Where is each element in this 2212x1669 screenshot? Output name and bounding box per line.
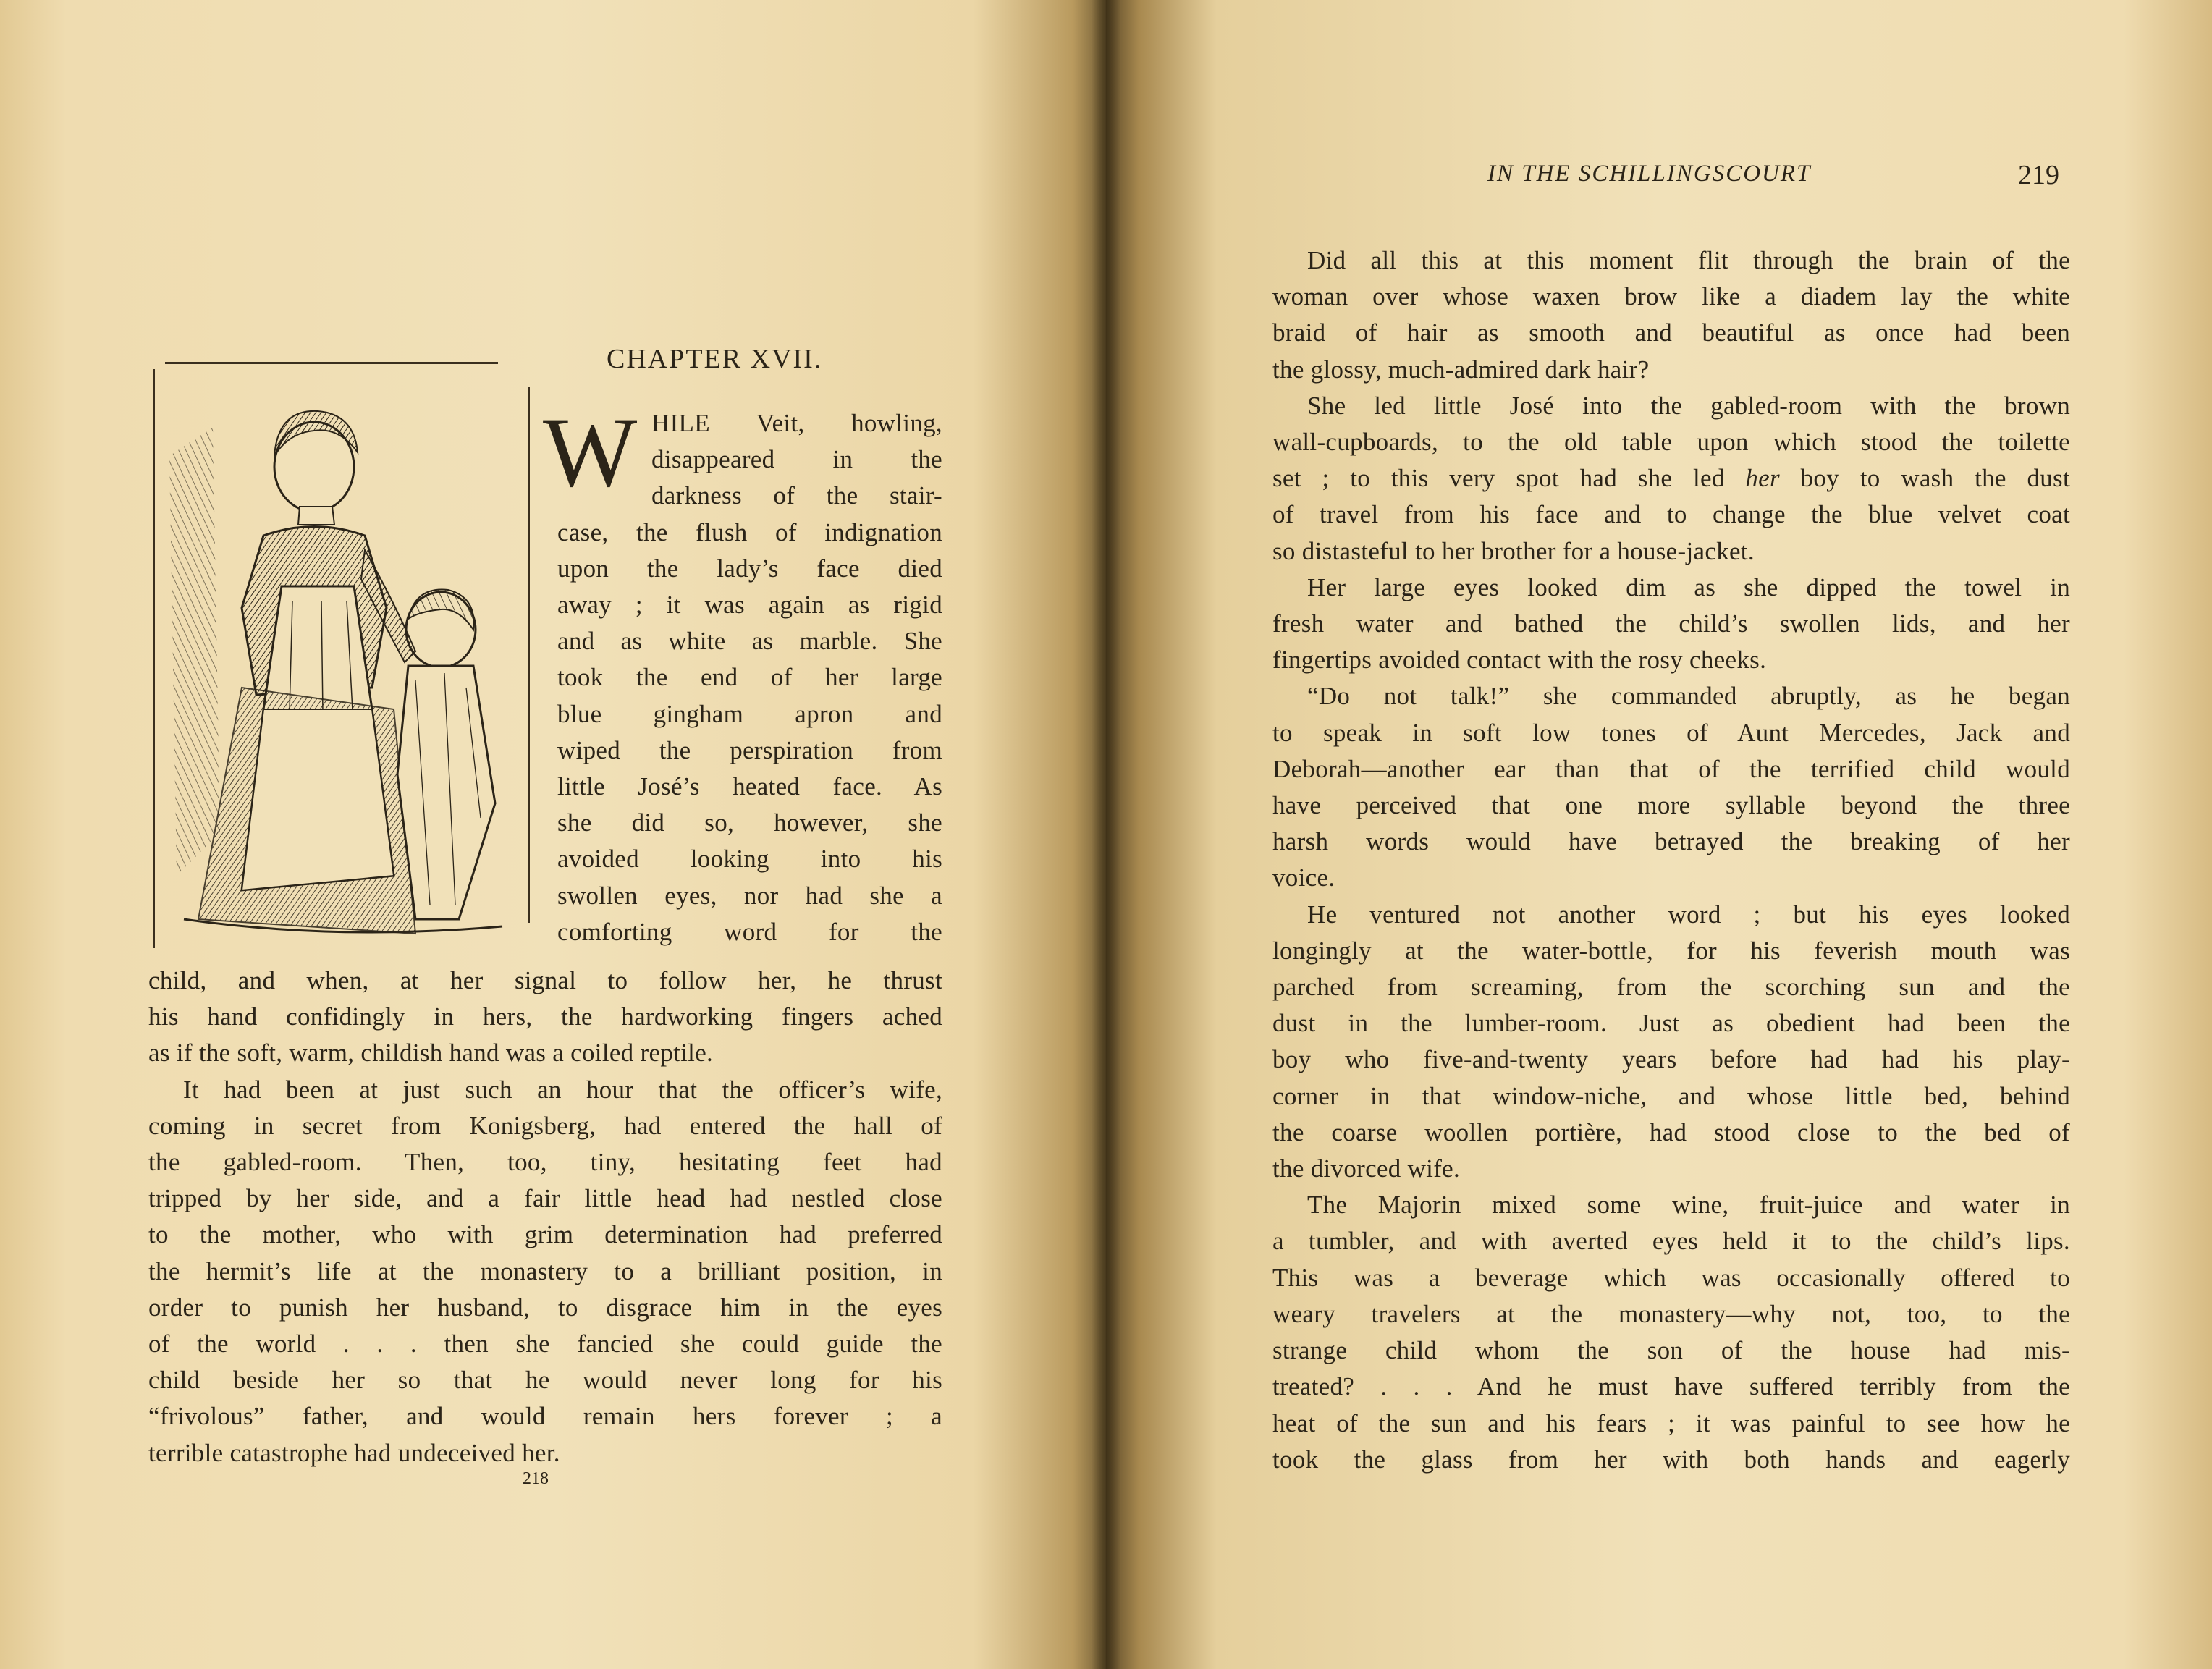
text-line: treated? . . . And he must have suffered terribly from the: [1272, 1372, 2070, 1401]
drop-cap: W: [543, 397, 638, 507]
text-line: voice.: [1272, 863, 1335, 892]
text-line: darkness of the stair-: [651, 481, 942, 510]
text-line: took the end of her large: [557, 663, 942, 692]
illustration-right-rule: [528, 387, 530, 923]
text-line: wiped the perspiration from: [557, 735, 942, 764]
text-line: child beside her so that he would never long for his: [148, 1366, 942, 1395]
text-line: boy who five-and-twenty years before had had his play-: [1272, 1045, 2070, 1074]
running-head: IN THE SCHILLINGSCOURT: [1487, 161, 1812, 187]
text-line: case, the flush of indignation: [557, 517, 942, 546]
right-body-text: [1272, 242, 2070, 1478]
left-wrapped-text: [557, 405, 942, 950]
chapter-title: CHAPTER XVII.: [607, 344, 823, 374]
page-number-left: 218: [523, 1469, 549, 1488]
text-line: weary travelers at the monastery—why not, too, to the: [1272, 1299, 2070, 1328]
emphasis-her: her: [1745, 464, 1780, 493]
text-line: avoided looking into his: [557, 845, 942, 874]
text-line: HILE Veit, howling,: [651, 409, 942, 437]
text-line: fingertips avoided contact with the rosy cheeks.: [1272, 646, 1767, 675]
text-line: Did all this at this moment flit through the brain of the: [1307, 246, 2070, 274]
text-line: corner in that window-niche, and whose little bed, behind: [1272, 1081, 2070, 1110]
text-line: parched from screaming, from the scorching sun and the: [1272, 973, 2070, 1002]
text-line: harsh words would have betrayed the breaking of her: [1272, 827, 2070, 856]
text-line: She led little José into the gabled-room with the brown: [1307, 391, 2070, 420]
text-line: terrible catastrophe had undeceived her.: [148, 1438, 560, 1467]
text-line: little José’s heated face. As: [557, 772, 942, 801]
left-body-text: [148, 963, 942, 1471]
text-line: of the world . . . then she fancied she could guide the: [148, 1330, 942, 1359]
text-line: It had been at just such an hour that the officer’s wife,: [183, 1075, 942, 1104]
text-line: order to punish her husband, to disgrace him in the eyes: [148, 1293, 942, 1322]
text-line: This was a beverage which was occasionally offered to: [1272, 1263, 2070, 1292]
engraving-image: [155, 369, 535, 948]
illustration-top-rule: [165, 362, 498, 364]
text-line: wall-cupboards, to the old table upon which stood the toilette: [1272, 428, 2070, 457]
text-line: woman over whose waxen brow like a diadem lay the white: [1272, 282, 2070, 311]
text-line: his hand confidingly in hers, the hardworking fingers ached: [148, 1002, 942, 1031]
text-line: a tumbler, and with averted eyes held it to the child’s lips.: [1272, 1227, 2070, 1256]
book-gutter: [1092, 0, 1120, 1669]
text-line: have perceived that one more syllable beyond the three: [1272, 791, 2070, 820]
text-line: to speak in soft low tones of Aunt Mercedes, Jack and: [1272, 718, 2070, 747]
text-line: coming in secret from Konigsberg, had entered the hall of: [148, 1111, 942, 1140]
text-line: blue gingham apron and: [557, 699, 942, 728]
text-line: swollen eyes, nor had she a: [557, 881, 942, 910]
text-line: and as white as marble. She: [557, 627, 942, 656]
text-line: fresh water and bathed the child’s swollen lids, and her: [1272, 609, 2070, 638]
text-line: child, and when, at her signal to follow her, he thrust: [148, 966, 942, 994]
text-line: the divorced wife.: [1272, 1154, 1461, 1183]
text-line: strange child whom the son of the house had mis-: [1272, 1336, 2070, 1365]
text-line: of travel from his face and to change the blue velvet coat: [1272, 500, 2070, 529]
text-line: [1272, 460, 2070, 497]
text-line: so distasteful to her brother for a house-jacket.: [1272, 536, 1755, 565]
text-line: the gabled-room. Then, too, tiny, hesitating feet had: [148, 1148, 942, 1177]
text-line: braid of hair as smooth and beautiful as once had been: [1272, 318, 2070, 347]
text-line: dust in the lumber-room. Just as obedient had been the: [1272, 1009, 2070, 1038]
text-line: the coarse woollen portière, had stood close to the bed of: [1272, 1117, 2070, 1146]
text-line: “frivolous” father, and would remain hers forever ; a: [148, 1402, 942, 1431]
text-line: away ; it was again as rigid: [557, 591, 942, 620]
text-line: upon the lady’s face died: [557, 554, 942, 583]
text-line: heat of the sun and his fears ; it was painful to see how he: [1272, 1408, 2070, 1437]
text-line: Her large eyes looked dim as she dipped the towel in: [1307, 572, 2070, 601]
text-line: to the mother, who with grim determination had preferred: [148, 1220, 942, 1249]
text-line: disappeared in the: [651, 445, 942, 474]
text-line: as if the soft, warm, childish hand was a coiled reptile.: [148, 1039, 714, 1068]
text-line: longingly at the water-bottle, for his feverish mouth was: [1272, 936, 2070, 965]
text-line: the glossy, much-admired dark hair?: [1272, 355, 1650, 384]
page-number-right: 219: [2018, 160, 2059, 190]
text-line: He ventured not another word ; but his eyes looked: [1307, 900, 2070, 929]
text-line: “Do not talk!” she commanded abruptly, as he began: [1307, 682, 2070, 711]
text-line: tripped by her side, and a fair little head had nestled close: [148, 1184, 942, 1213]
text-line: took the glass from her with both hands and eagerly: [1272, 1445, 2070, 1474]
text-line: Deborah—another ear than that of the terrified child would: [1272, 754, 2070, 783]
text-line: The Majorin mixed some wine, fruit-juice and water in: [1307, 1191, 2070, 1220]
text-line: comforting word for the: [557, 917, 942, 946]
text-segment: boy to wash the dust: [1779, 464, 2070, 493]
illustration-woman-and-child: [153, 369, 535, 948]
text-line: the hermit’s life at the monastery to a brilliant position, in: [148, 1256, 942, 1285]
text-line: she did so, however, she: [557, 808, 942, 837]
text-segment: set ; to this very spot had she led: [1272, 464, 1746, 493]
